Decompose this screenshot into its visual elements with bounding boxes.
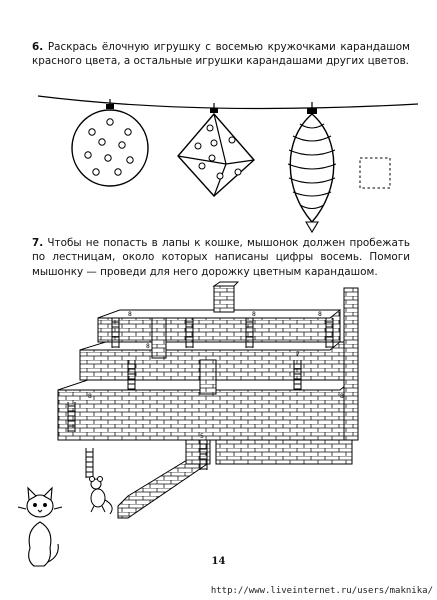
brick-wall	[58, 282, 358, 518]
task-7-text	[32, 236, 410, 279]
watermark-url: http://www.liveinternet.ru/users/maknika/	[210, 586, 433, 596]
diamond-ornament	[178, 103, 254, 196]
ladder-number-6: 8	[340, 393, 344, 400]
ladder-number-5: 8	[88, 393, 92, 400]
task-6-number: 6.	[32, 41, 44, 53]
right-column	[344, 288, 358, 440]
page-number: 14	[211, 556, 226, 567]
pillar-2	[200, 360, 216, 394]
ladder-number-3: 8	[318, 311, 322, 318]
ladder-number-2: 8	[252, 311, 256, 318]
empty-square	[360, 158, 390, 188]
lower-wall	[216, 440, 352, 464]
spiral-ornament	[288, 102, 336, 232]
task-7-instruction: Чтобы не попасть в лапы к кошке, мышонок должен пробежать по лестницам, около которых написаны цифры восемь. Помоги мышонку — проведи для него дорожку цветным карандашом.	[32, 237, 410, 278]
pillar-1	[152, 318, 166, 358]
cat-figure	[18, 488, 62, 566]
ladder-8	[86, 448, 93, 478]
ladder-number-8: 8	[146, 343, 150, 350]
ladder-number-4: 7	[296, 351, 300, 358]
ladder-number-7: 5	[200, 433, 204, 440]
garland-string	[38, 96, 418, 109]
ball-ornament	[72, 99, 148, 186]
top-tower	[214, 286, 234, 312]
ladder-number-1: 8	[128, 311, 132, 318]
task-7-number: 7.	[32, 237, 44, 249]
mouse-figure	[90, 477, 113, 515]
task-6-instruction: Раскрась ёлочную игрушку с восемью кружочками карандашом красного цвета, а остальные игрушки карандашами других цветов.	[32, 41, 411, 68]
